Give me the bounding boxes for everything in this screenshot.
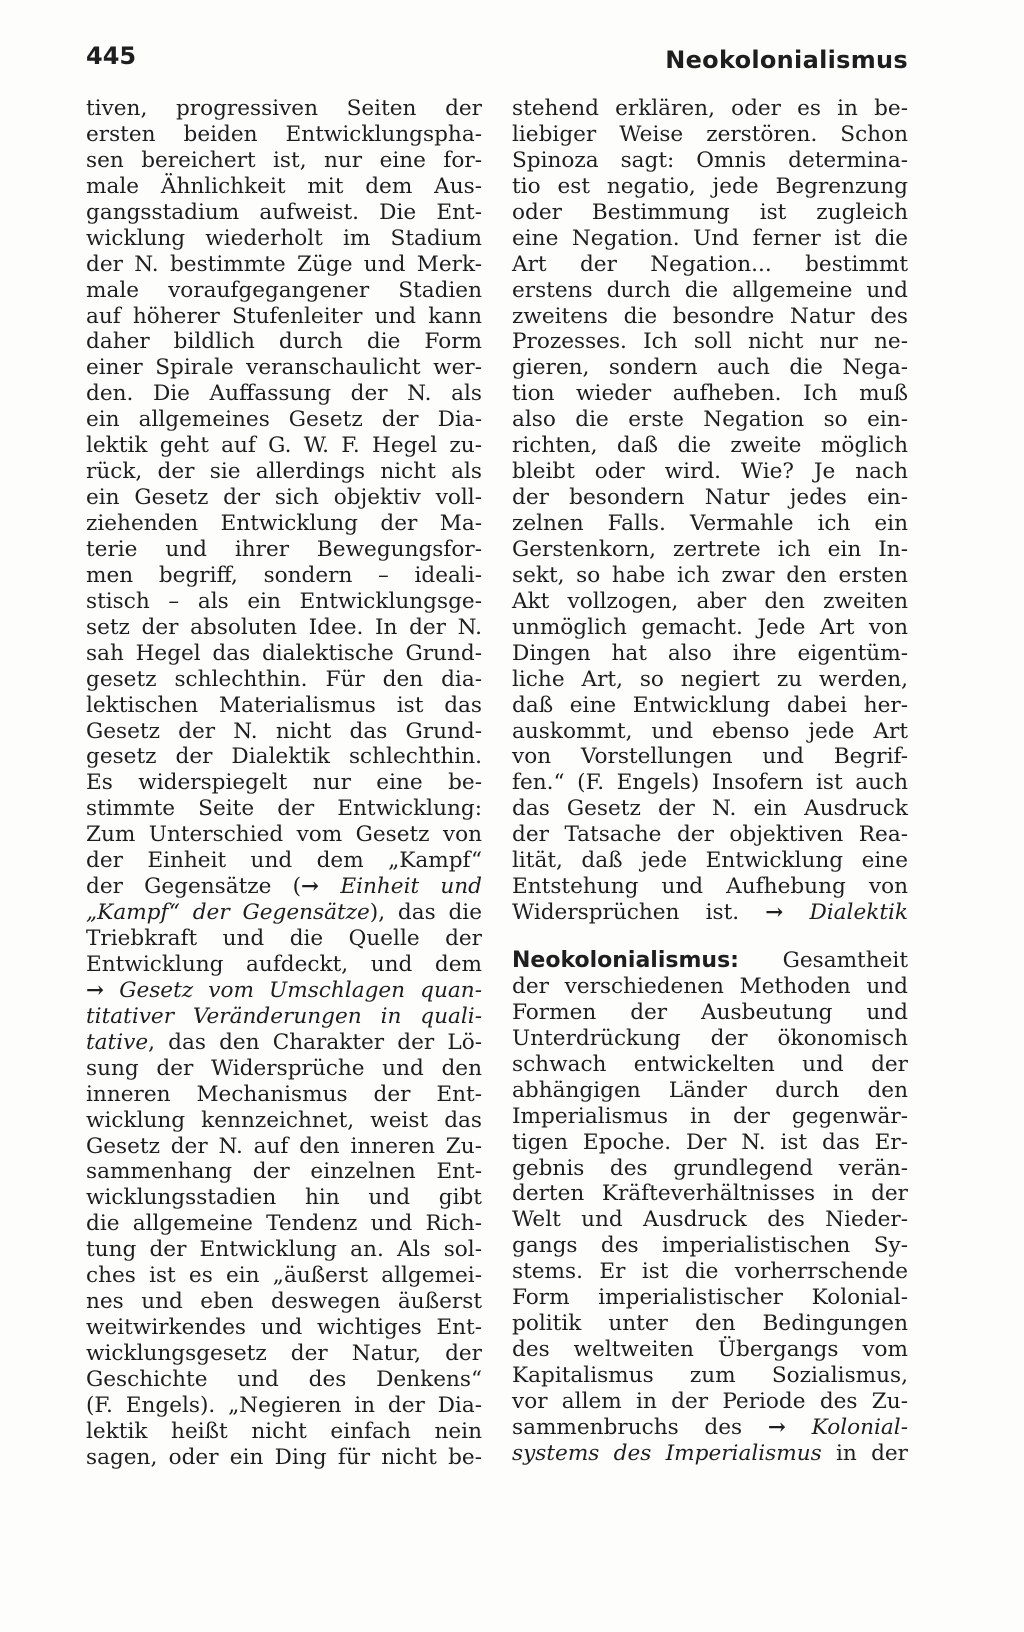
text-line: stimmte Seite der Entwicklung:: [86, 796, 482, 822]
text-line: gesetz schlechthin. Für den dia-: [86, 666, 482, 692]
text-line: sekt, so habe ich zwar den ersten: [512, 562, 908, 588]
text-line: wicklungsstadien hin und gibt: [86, 1185, 482, 1211]
dictionary-entry-neokolonialismus: [512, 948, 908, 1467]
text-line: liebiger Weise zerstören. Schon: [512, 121, 908, 147]
text-line: der Tatsache der objektiven Rea-: [512, 822, 908, 848]
text-line: [512, 948, 908, 974]
text-line: tigen Epoche. Der N. ist das Er-: [512, 1129, 908, 1155]
text-line: sammenhang der einzelnen Ent-: [86, 1159, 482, 1185]
text-line: terie und ihrer Bewegungsfor-: [86, 536, 482, 562]
text-line: Entstehung und Aufhebung von: [512, 874, 908, 900]
cross-reference-text: Gesetz vom Umschlagen quan-: [104, 977, 482, 1003]
text-line: lität, daß jede Entwicklung eine: [512, 848, 908, 874]
text-line: Entwicklung aufdeckt, und dem: [86, 951, 482, 977]
text-line: tio est negatio, jede Begrenzung: [512, 173, 908, 199]
text-line: also die erste Negation so ein-: [512, 407, 908, 433]
text-line: Form imperialistischer Kolonial-: [512, 1285, 908, 1311]
text-line: auskommt, und ebenso jede Art: [512, 718, 908, 744]
text-line: richten, daß die zweite möglich: [512, 433, 908, 459]
cross-reference-arrow-icon: →: [301, 874, 320, 900]
text-line: daher bildlich durch die Form: [86, 329, 482, 355]
text-segment: sammenbruchs des: [512, 1414, 768, 1440]
text-line: Spinoza sagt: Omnis determina-: [512, 147, 908, 173]
text-line: Triebkraft und die Quelle der: [86, 926, 482, 951]
text-line: politik unter den Bedingungen: [512, 1311, 908, 1337]
text-line: ches ist es ein „äußerst allgemei-: [86, 1263, 482, 1289]
text-line: Es widerspiegelt nur eine be-: [86, 770, 482, 796]
text-line: tiven, progressiven Seiten der: [86, 96, 482, 121]
cross-reference-text: systems des Imperialismus: [512, 1440, 822, 1466]
right-column: [512, 96, 908, 1467]
text-line: Kapitalismus zum Sozialismus,: [512, 1363, 908, 1388]
text-line: Dingen hat also ihre eigentüm-: [512, 640, 908, 666]
page-number: 445: [86, 42, 137, 70]
text-line: stehend erklären, oder es in be-: [512, 96, 908, 121]
cross-reference-text: „Kampf“ der Gegensätze: [86, 900, 370, 926]
text-line: auf höherer Stufenleiter und kann: [86, 303, 482, 329]
text-line: ein Gesetz der sich objektiv voll-: [86, 485, 482, 511]
text-line: einer Spirale veranschaulicht wer-: [86, 355, 482, 381]
text-line: gangsstadium aufweist. Die Ent-: [86, 199, 482, 225]
text-line: der besondern Natur jedes ein-: [512, 485, 908, 511]
text-line: sah Hegel das dialektische Grund-: [86, 640, 482, 666]
text-line: bleibt oder wird. Wie? Je nach: [512, 459, 908, 485]
text-line: Gesetz der N. auf den inneren Zu-: [86, 1133, 482, 1159]
text-line: wicklung wiederholt im Stadium: [86, 225, 482, 251]
text-line: daß eine Entwicklung dabei her-: [512, 692, 908, 718]
text-line: sen bereichert ist, nur eine for-: [86, 147, 482, 173]
text-segment: Gesamtheit: [738, 948, 908, 973]
text-line: sagen, oder ein Ding für nicht be-: [86, 1444, 482, 1470]
left-column: [86, 96, 482, 1471]
text-line: abhängigen Länder durch den: [512, 1077, 908, 1103]
text-line: vor allem in der Periode des Zu-: [512, 1388, 908, 1414]
text-line: des weltweiten Übergangs vom: [512, 1337, 908, 1363]
text-line: die allgemeine Tendenz und Rich-: [86, 1211, 482, 1237]
text-line: lektik heißt nicht einfach nein: [86, 1418, 482, 1444]
text-line: ein allgemeines Gesetz der Dia-: [86, 407, 482, 433]
text-line: lektik geht auf G. W. F. Hegel zu-: [86, 433, 482, 459]
text-line: der verschiedenen Methoden und: [512, 973, 908, 999]
right-column-continuation: [512, 96, 908, 926]
text-line: Gerstenkorn, zertrete ich ein In-: [512, 536, 908, 562]
text-line: fen.“ (F. Engels) Insofern ist auch: [512, 770, 908, 796]
text-line: wicklungsgesetz der Natur, der: [86, 1341, 482, 1366]
cross-reference-text: Dialektik: [783, 900, 908, 926]
text-line: [86, 1030, 482, 1056]
text-line: (F. Engels). „Negieren in der Dia-: [86, 1392, 482, 1418]
text-line: schwach entwickelten und der: [512, 1051, 908, 1077]
text-line: tung der Entwicklung an. Als sol-: [86, 1237, 482, 1263]
text-line: derten Kräfteverhältnisses in der: [512, 1181, 908, 1207]
text-line: tion wieder aufheben. Ich muß: [512, 381, 908, 407]
text-line: [512, 900, 908, 926]
text-line: Welt und Ausdruck des Nieder-: [512, 1207, 908, 1233]
text-line: Gesetz der N. nicht das Grund-: [86, 718, 482, 744]
text-line: zweitens die besondre Natur des: [512, 303, 908, 329]
text-segment: , das den Charakter der Lö-: [148, 1029, 482, 1055]
running-head-keyword: Neokolonialismus: [665, 46, 908, 74]
text-line: den. Die Auffassung der N. als: [86, 381, 482, 407]
text-line: [512, 1415, 908, 1441]
text-line: zelnen Falls. Vermahle ich ein: [512, 511, 908, 536]
text-line: nes und eben deswegen äußerst: [86, 1289, 482, 1315]
text-line: [512, 1441, 908, 1467]
text-line: Geschichte und des Denkens“: [86, 1366, 482, 1392]
text-line: ziehenden Entwicklung der Ma-: [86, 511, 482, 536]
text-line: der N. bestimmte Züge und Merk-: [86, 251, 482, 277]
text-line: wicklung kennzeichnet, weist das: [86, 1107, 482, 1133]
text-line: von Vorstellungen und Begrif-: [512, 744, 908, 770]
text-segment: in der: [821, 1440, 909, 1466]
text-line: das Gesetz der N. ein Ausdruck: [512, 796, 908, 822]
cross-reference-arrow-icon: →: [86, 977, 105, 1003]
text-line: oder Bestimmung ist zugleich: [512, 199, 908, 225]
text-line: [86, 1004, 482, 1030]
text-line: Akt vollzogen, aber den zweiten: [512, 588, 908, 614]
text-line: gebnis des grundlegend verän-: [512, 1155, 908, 1181]
text-line: male Ähnlichkeit mit dem Aus-: [86, 173, 482, 199]
text-line: setz der absoluten Idee. In der N.: [86, 614, 482, 640]
text-line: male voraufgegangener Stadien: [86, 277, 482, 303]
text-line: Prozesses. Ich soll nicht nur ne-: [512, 329, 908, 355]
text-line: [86, 978, 482, 1004]
text-line: inneren Mechanismus der Ent-: [86, 1081, 482, 1107]
text-line: stems. Er ist die vorherrschende: [512, 1259, 908, 1285]
text-line: weitwirkendes und wichtiges Ent-: [86, 1315, 482, 1341]
text-line: der Einheit und dem „Kampf“: [86, 848, 482, 874]
text-line: stisch – als ein Entwicklungsge-: [86, 588, 482, 614]
text-line: erstens durch die allgemeine und: [512, 277, 908, 303]
text-line: lektischen Materialismus ist das: [86, 692, 482, 718]
entry-lemma: Neokolonialismus:: [512, 948, 739, 973]
text-line: sung der Widersprüche und den: [86, 1055, 482, 1081]
text-line: gesetz der Dialektik schlechthin.: [86, 744, 482, 770]
text-line: gieren, sondern auch die Nega-: [512, 355, 908, 381]
cross-reference-arrow-icon: →: [765, 900, 784, 926]
text-line: gangs des imperialistischen Sy-: [512, 1233, 908, 1259]
text-line: eine Negation. Und ferner ist die: [512, 225, 908, 251]
cross-reference-text: Kolonial-: [785, 1414, 908, 1440]
text-line: Art der Negation... bestimmt: [512, 251, 908, 277]
text-line: rück, der sie allerdings nicht als: [86, 459, 482, 485]
cross-reference-text: Einheit und: [319, 874, 482, 900]
text-line: Unterdrückung der ökonomisch: [512, 1025, 908, 1051]
text-line: ersten beiden Entwicklungspha-: [86, 121, 482, 147]
text-line: unmöglich gemacht. Jede Art von: [512, 614, 908, 640]
text-line: Formen der Ausbeutung und: [512, 999, 908, 1025]
text-line: men begriff, sondern – ideali-: [86, 562, 482, 588]
text-line: [86, 874, 482, 900]
text-segment: der Gegensätze (: [86, 874, 302, 900]
cross-reference-arrow-icon: →: [767, 1414, 786, 1440]
text-line: [86, 900, 482, 926]
text-line: liche Art, so negiert zu werden,: [512, 666, 908, 692]
cross-reference-text: titativer Veränderungen in quali-: [86, 1003, 482, 1029]
text-line: Imperialismus in der gegenwär-: [512, 1103, 908, 1129]
text-segment: Widersprüchen ist.: [512, 900, 766, 926]
text-segment: ), das die: [369, 900, 482, 926]
text-line: Zum Unterschied vom Gesetz von: [86, 822, 482, 848]
cross-reference-text: tative: [86, 1029, 149, 1055]
entry-gap: [512, 926, 908, 948]
